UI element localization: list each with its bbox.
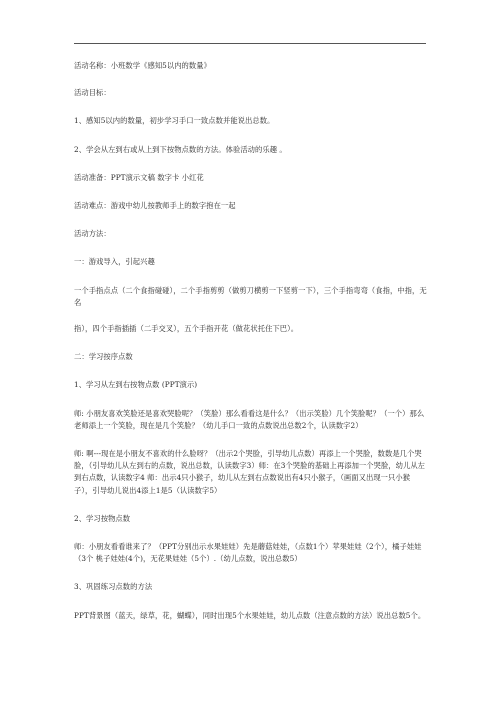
paragraph-smiley-faces: 师: 小朋友喜欢笑脸还是喜欢哭脸呢？（笑脸）那么看看这是什么？（出示笑脸）几个笑脸呢？（一个）那么老师添上一个笑脸，现在是几个笑脸？（幼儿手口一致的点数说出总数2个，认读数字2） bbox=[74, 408, 425, 430]
finger-game-text-cont: 指），四个手指插插（二手交叉），五个手指开花（做花状托住下巴）。 bbox=[74, 324, 299, 334]
difficulty: 活动难点：游戏中幼儿按教师手上的数字抱在一起 bbox=[74, 201, 236, 211]
goals-heading: 活动目标： bbox=[74, 88, 111, 98]
methods-heading: 活动方法： bbox=[74, 229, 111, 239]
subsection-2-heading: 2、学习按物点数 bbox=[74, 513, 131, 523]
subsection-1-heading: 1、学习从左到右按物点数 (PPT演示) bbox=[74, 380, 198, 390]
paragraph-fruit-dolls: 师：小朋友看看谁来了？（PPT分别出示水果娃娃）先是蘑菇娃娃，（点数1个）苹果娃娃（2个），橘子娃娃（3个 桃子娃娃(4个)，无花果娃娃（5个）.（幼儿点数，说出总数5） bbox=[74, 542, 422, 564]
materials: 活动准备：PPT演示文稿 数字卡 小红花 bbox=[74, 172, 204, 182]
finger-game-text: 一个手指点点（二个食指碰碰），二个手指剪剪（做剪刀横剪一下竖剪一下），三个手指弯弯（食指，中指，无名 bbox=[74, 285, 427, 307]
document-body bbox=[74, 60, 428, 622]
section-2-heading: 二：学习按序点数 bbox=[74, 352, 133, 362]
goal-1: 1、感知5以内的数量，初步学习手口一致点数并能说出总数。 bbox=[74, 116, 275, 126]
subsection-3-heading: 3、巩固练习点数的方法 bbox=[74, 582, 153, 592]
header-rule bbox=[74, 43, 426, 44]
activity-name: 活动名称：小班数学《感知5以内的数量》 bbox=[74, 61, 211, 70]
paragraph-practice: PPT背景图（蓝天，绿草，花，蝴蝶），同时出现5个水果娃娃，幼儿点数（注意点数的方法）说出总数5个。 bbox=[74, 610, 426, 620]
paragraph-crying-faces: 师: 啊---现在是小朋友不喜欢的什么脸呀？（出示2个哭脸，引导幼儿点数）再添上一个哭脸，数数是几个哭脸，（引导幼儿从左到右的点数，说出总数，认读数字3）师：在3个哭脸的基础上再添加一个哭脸，幼儿从左到右点数，认读数字4 师：出示4只小猴子，幼儿从左到右点数说出有4只小猴子，（画面又出现一只小猴子），引导幼儿说出4添上1是5（认读数字5） bbox=[74, 449, 426, 495]
section-1-heading: 一：游戏导入，引起兴趣 bbox=[74, 257, 155, 267]
goal-2: 2、学会从左到右或从上到下按物点数的方法。体验活动的乐趣 。 bbox=[74, 144, 287, 154]
